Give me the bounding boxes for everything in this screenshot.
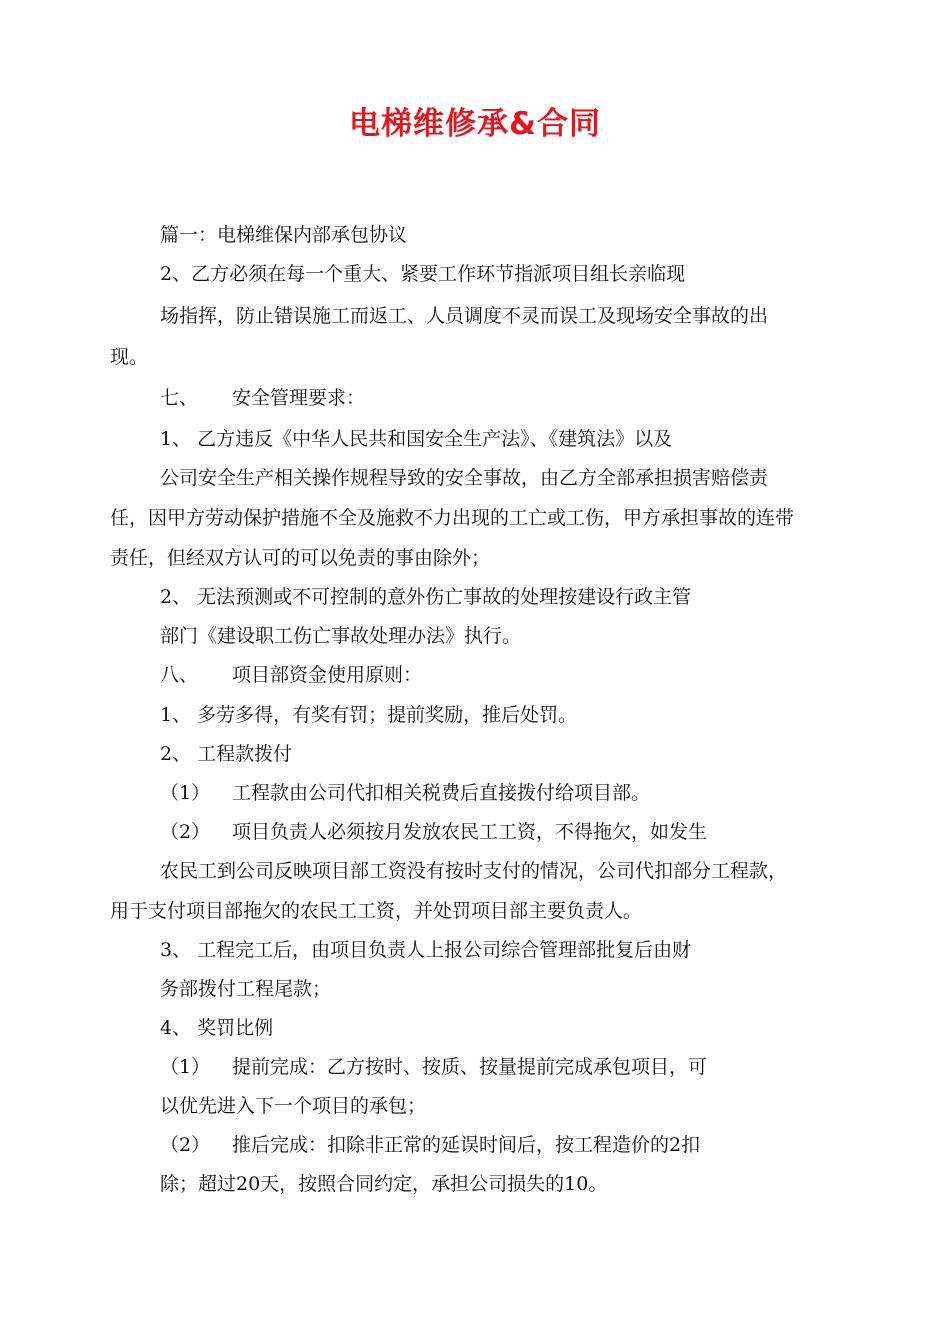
section-heading: 项目部资金使用原则： bbox=[232, 664, 423, 686]
paragraph-line: 项目负责人必须按月发放农民工工资，不得拖欠，如发生 bbox=[232, 821, 708, 843]
paragraph-line: 工程款由公司代扣相关税费后直接拨付给项目部。 bbox=[232, 782, 651, 804]
section-number: 七、 bbox=[160, 387, 199, 409]
paragraph-line: 2、乙方必须在每一个重大、紧要工作环节指派项目组长亲临现 bbox=[160, 263, 686, 285]
paragraph-line: 部门《建设职工伤亡事故处理办法》执行。 bbox=[160, 625, 522, 647]
paragraph-line: 1、 乙方违反《中华人民共和国安全生产法》、《建筑法》以及 bbox=[160, 428, 673, 450]
paragraph-line: 2、 工程款拨付 bbox=[160, 743, 293, 765]
paragraph-line: 任，因甲方劳动保护措施不全及施救不力出现的工亡或工伤，甲方承担事故的连带 bbox=[110, 507, 795, 529]
section-heading: 安全管理要求： bbox=[232, 387, 366, 409]
paragraph-line: 4、 奖罚比例 bbox=[160, 1017, 274, 1039]
paragraph-line: 现。 bbox=[110, 346, 149, 368]
paragraph-line: 篇一：电梯维保内部承包协议 bbox=[160, 224, 408, 246]
paragraph-line: 3、 工程完工后，由项目负责人上报公司综合管理部批复后由财 bbox=[160, 939, 692, 961]
paragraph-line: 农民工到公司反映项目部工资没有按时支付的情况，公司代扣部分工程款， bbox=[160, 860, 788, 882]
paragraph-line: 责任，但经双方认可的可以免责的事由除外； bbox=[110, 547, 491, 569]
paragraph-line: 推后完成：扣除非正常的延误时间后，按工程造价的2扣 bbox=[232, 1134, 701, 1156]
paragraph-line: 除；超过20天，按照合同约定，承担公司损失的10。 bbox=[160, 1173, 608, 1195]
paragraph-line: 1、 多劳多得，有奖有罚；提前奖励，推后处罚。 bbox=[160, 704, 578, 726]
paragraph-line: 务部拨付工程尾款； bbox=[160, 978, 332, 1000]
paragraph-line: 提前完成：乙方按时、按质、按量提前完成承包项目，可 bbox=[232, 1056, 708, 1078]
item-number: （2） bbox=[160, 1134, 211, 1156]
item-number: （1） bbox=[160, 782, 211, 804]
section-number: 八、 bbox=[160, 664, 199, 686]
paragraph-line: 以优先进入下一个项目的承包； bbox=[160, 1095, 427, 1117]
paragraph-line: 公司安全生产相关操作规程导致的安全事故，由乙方全部承担损害赔偿责 bbox=[160, 467, 769, 489]
item-number: （1） bbox=[160, 1056, 211, 1078]
paragraph-line: 用于支付项目部拖欠的农民工工资，并处罚项目部主要负责人。 bbox=[110, 900, 643, 922]
paragraph-line: 场指挥，防止错误施工而返工、人员调度不灵而误工及现场安全事故的出 bbox=[160, 305, 769, 327]
item-number: （2） bbox=[160, 821, 211, 843]
document-title: 电梯维修承&合同 bbox=[348, 106, 602, 142]
paragraph-line: 2、 无法预测或不可控制的意外伤亡事故的处理按建设行政主管 bbox=[160, 586, 692, 608]
